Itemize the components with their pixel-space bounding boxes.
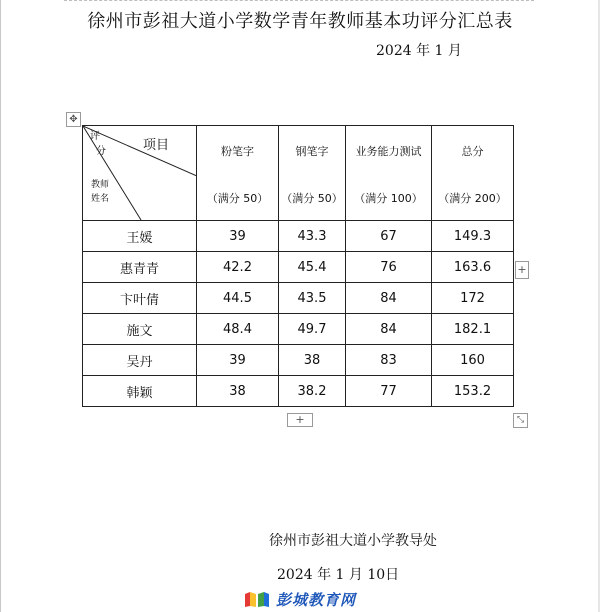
teacher-name: 韩颖 (83, 376, 197, 407)
column-full-score: （满分 200） (438, 192, 507, 205)
table-row (83, 345, 514, 376)
table-row (83, 252, 514, 283)
score-total: 182.1 (432, 314, 514, 345)
corner-header-cell (83, 126, 197, 221)
score-pen: 45.4 (279, 252, 346, 283)
document-title: 徐州市彭祖大道小学数学青年教师基本功评分汇总表 (87, 11, 513, 32)
score-ability: 84 (346, 283, 432, 314)
teacher-name: 吴丹 (83, 345, 197, 376)
score-pen: 43.5 (279, 283, 346, 314)
score-chalk: 44.5 (197, 283, 279, 314)
corner-label-project: 项目 (143, 138, 170, 153)
score-ability: 84 (346, 314, 432, 345)
table-row (83, 221, 514, 252)
logo-text: 彭城教育网 (276, 590, 357, 609)
add-row-button[interactable]: + (287, 413, 313, 427)
header-boundary (64, 0, 534, 1)
document-date: 2024 年 1 月 (376, 43, 462, 59)
issue-date: 2024 年 1 月 10日 (277, 567, 400, 583)
score-chalk: 39 (197, 345, 279, 376)
corner-label-fen: 分 (96, 146, 106, 157)
corner-label-score: 评 (90, 131, 100, 142)
score-pen: 43.3 (279, 221, 346, 252)
add-column-button[interactable]: + (515, 261, 529, 279)
score-pen: 49.7 (279, 314, 346, 345)
issuing-office: 徐州市彭祖大道小学教导处 (269, 533, 437, 549)
table-row (83, 376, 514, 407)
score-ability: 67 (346, 221, 432, 252)
diagonal-lines (83, 126, 197, 220)
column-label: 业务能力测试 (355, 145, 422, 158)
table-row (83, 283, 514, 314)
score-chalk: 42.2 (197, 252, 279, 283)
column-label: 总分 (461, 145, 484, 158)
score-table (82, 125, 514, 407)
page-edge (0, 0, 1, 612)
column-header-chalk (197, 126, 279, 221)
column-header-total (432, 126, 514, 221)
teacher-name: 惠青青 (83, 252, 197, 283)
teacher-name: 卞叶倩 (83, 283, 197, 314)
column-label: 粉笔字 (221, 145, 254, 158)
score-total: 149.3 (432, 221, 514, 252)
score-ability: 76 (346, 252, 432, 283)
score-pen: 38 (279, 345, 346, 376)
score-total: 153.2 (432, 376, 514, 407)
column-label: 钢笔字 (295, 145, 329, 158)
score-pen: 38.2 (279, 376, 346, 407)
score-total: 172 (432, 283, 514, 314)
column-full-score: （满分 100） (354, 192, 423, 205)
teacher-name: 施文 (83, 314, 197, 345)
book-icon (244, 590, 270, 608)
score-total: 160 (432, 345, 514, 376)
score-ability: 83 (346, 345, 432, 376)
corner-label-name: 姓名 (91, 194, 110, 204)
score-chalk: 39 (197, 221, 279, 252)
table-row (83, 314, 514, 345)
table-header-row (83, 126, 514, 221)
column-header-ability (346, 126, 432, 221)
table-move-handle-icon[interactable]: ✥ (66, 112, 81, 127)
table-resize-handle-icon[interactable]: ⤡ (513, 413, 528, 428)
column-full-score: （满分 50） (206, 192, 269, 205)
corner-label-teacher: 教师 (91, 180, 110, 190)
site-logo[interactable] (244, 589, 356, 609)
score-ability: 77 (346, 376, 432, 407)
column-full-score: （满分 50） (281, 192, 343, 205)
score-total: 163.6 (432, 252, 514, 283)
score-chalk: 48.4 (197, 314, 279, 345)
column-header-pen (279, 126, 346, 221)
score-chalk: 38 (197, 376, 279, 407)
teacher-name: 王媛 (83, 221, 197, 252)
